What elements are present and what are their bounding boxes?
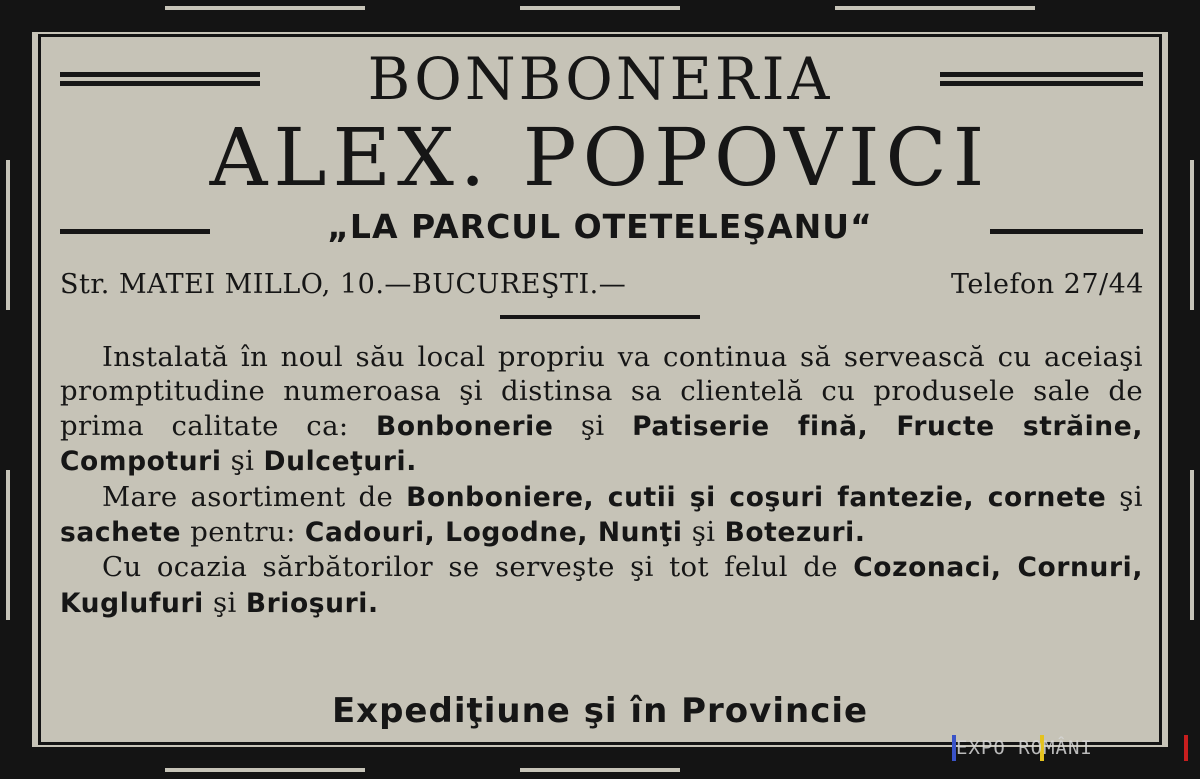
text-run: şi: [1106, 480, 1143, 513]
owner-name-heading: ALEX. POPOVICI: [209, 111, 991, 204]
watermark-flag-red: [1184, 735, 1188, 761]
bold-phrase: Dulceţuri.: [263, 446, 417, 478]
location-heading: „LA PARCUL OTETELEŞANU“: [327, 207, 873, 246]
border-gap: [165, 6, 365, 10]
paragraph-assortment: [60, 480, 1143, 551]
rule-center: [500, 315, 700, 319]
text-run: pentru:: [181, 516, 305, 549]
text-run: Mare asortiment de: [102, 480, 407, 513]
bold-phrase: sachete: [60, 517, 182, 549]
bold-phrase: Brioşuri.: [245, 587, 379, 619]
ad-body: [60, 340, 1143, 621]
bold-phrase: Patiserie fină, Fructe străine, Compoturi: [60, 410, 1143, 478]
bold-phrase: Cadouri, Logodne, Nunţi: [304, 517, 683, 549]
text-run: Instalată în noul său local propriu va continua să servească cu aceiaşi promptitudine numeroasa şi distinsa sa clientelă cu produsele sale de prima calitate ca:: [60, 341, 1143, 442]
bold-phrase: Botezuri.: [724, 517, 866, 549]
bold-phrase: Bonboniere, cutii şi coşuri fantezie, cornete: [406, 481, 1107, 513]
paragraph-holidays: [60, 550, 1143, 621]
text-run: Cu ocazia sărbătorilor se serveşte şi tot felul de: [102, 551, 854, 584]
watermark-logo: EXPO ROMÂNI: [956, 737, 1093, 759]
text-run: şi: [203, 586, 246, 619]
bold-phrase: Bonbonerie: [376, 410, 554, 442]
border-gap: [165, 768, 365, 772]
text-run: şi: [221, 445, 264, 478]
street-address: Str. MATEI MILLO, 10.—BUCUREŞTI.—: [60, 269, 627, 300]
text-run: şi: [553, 409, 633, 442]
bold-phrase: Cozonaci, Cornuri, Kuglufuri: [60, 552, 1143, 619]
border-gap: [1190, 470, 1194, 620]
paragraph-products: [60, 340, 1143, 480]
border-gap: [520, 768, 680, 772]
text-run: şi: [682, 516, 725, 549]
telephone-number: Telefon 27/44: [950, 269, 1144, 300]
border-gap: [6, 470, 10, 620]
shop-type-heading: BONBONERIA: [367, 45, 833, 113]
border-gap: [835, 6, 1035, 10]
border-gap: [520, 6, 680, 10]
shipping-note: Expediţiune şi în Provincie: [331, 691, 869, 731]
